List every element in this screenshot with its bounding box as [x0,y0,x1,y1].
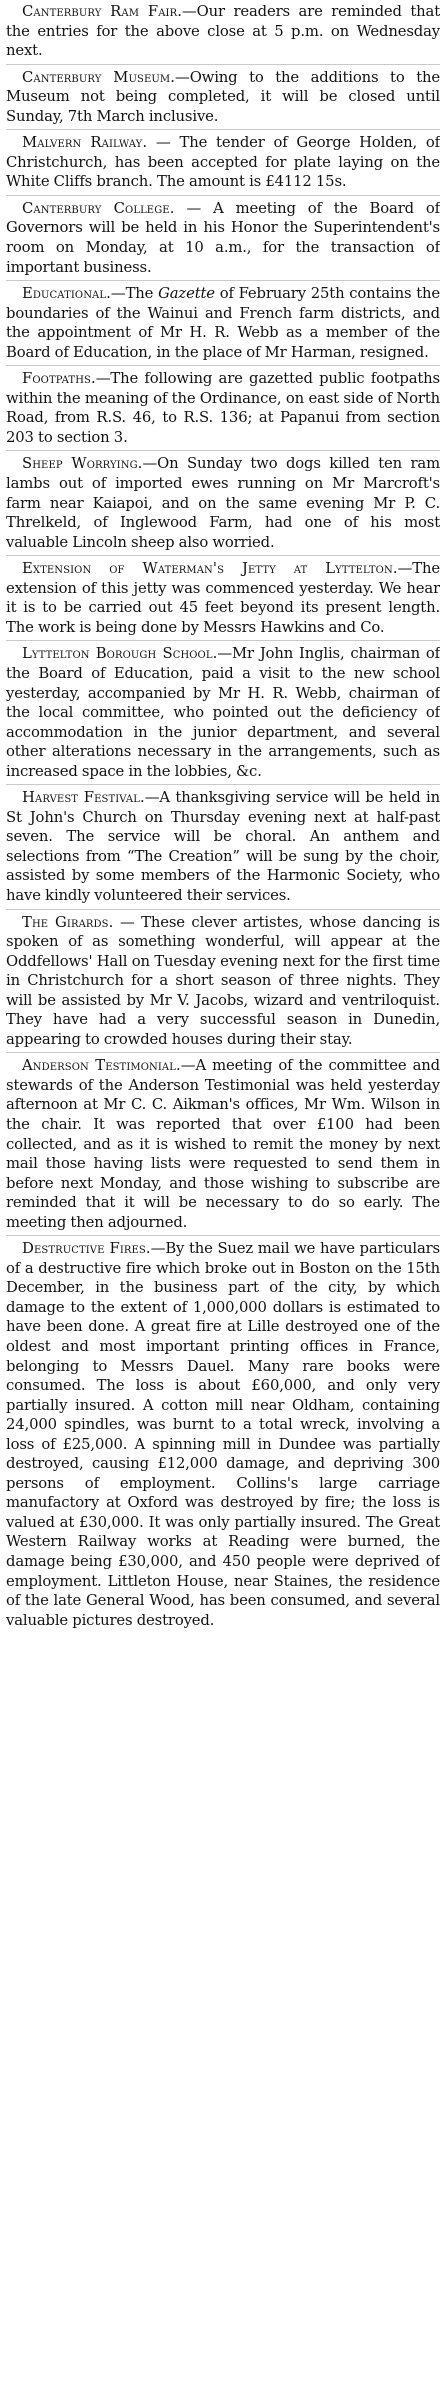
news-item-body-lead: —The [110,285,159,303]
news-item-heading: Malvern Railway. [22,134,148,152]
news-item [6,365,440,447]
newspaper-column [6,2,440,2406]
news-item [6,129,440,192]
news-item-body: — A meeting of the Board of Governors will be held in his Honor the Superintendent's room on Monday, at 10 a.m., for the transaction of important business. [6,199,440,276]
news-item [6,2,440,61]
news-item-body: —Owing to the additions to the Museum not being completed, it will be closed until Sunday, 7th March inclusive. [6,68,440,125]
news-item-heading: Canterbury College. [22,199,175,217]
news-item-publication-title: Gazette [158,285,215,303]
news-item-heading: Extension of Waterman's Jetty at Lyttelton. [22,560,398,578]
news-item [6,1235,440,1630]
news-item [6,909,440,1050]
news-item-body: — These clever artistes, whose dancing is spoken of as something wonderful, will appear at the Oddfellows' Hall on Tuesday evening next for the first time in Christchurch for a short season of three nights. They will be assisted by Mr V. Jacobs, wizard and ventriloquist. They have had a very successful season in Dunedin, appearing to crowded houses during their stay. [6,913,440,1048]
news-item [6,64,440,127]
news-item-body: —A meeting of the committee and stewards of the Anderson Testimonial was held yesterday afternoon at Mr C. C. Aikman's offices, Mr Wm. Wilson in the chair. It was reported that over £100 had been collected, and as it is wished to remit the money by next mail those having lists were requested to send them in before next Monday, and those wishing to subscribe are reminded that it will be necessary to do so early. The meeting then adjourned. [6,1057,440,1231]
news-item-heading: Destructive Fires. [22,1240,151,1258]
news-item-heading: Canterbury Ram Fair. [22,3,183,20]
news-item-heading: Lyttelton Borough School. [22,645,218,663]
news-item-heading: Harvest Festival. [22,789,145,807]
news-item-heading: Footpaths. [22,370,96,388]
news-item-body: —Mr John Inglis, chairman of the Board of Education, paid a visit to the new school yesterday, accompanied by Mr H. R. Webb, chairman of the local committee, who pointed out the deficiency of accommodation in the junior department, and several other alterations necessary in the arrangements, such as increased space in the lobbies, &c. [6,645,440,780]
news-item-body: —The following are gazetted public footpaths within the meaning of the Ordinance, on east side of North Road, from R.S. 46, to R.S. 136; at Papanui from section 203 to section 3. [6,370,440,446]
news-item [6,555,440,637]
news-item-body: —On Sunday two dogs killed ten ram lambs out of imported ewes running on Mr Marcroft's farm near Kaiapoi, and on the same evening Mr P. C. Threlkeld, of Inglewood Farm, had one of his most valuable Lincoln sheep also worried. [6,455,440,551]
news-item-body: —The extension of this jetty was commenced yesterday. We hear it is to be carried out 45 feet beyond its present length. The work is being done by Messrs Hawkins and Co. [6,560,440,636]
news-item [6,640,440,781]
news-item-heading: Educational. [22,285,111,303]
news-item [6,784,440,905]
news-item-heading: Sheep Worrying. [22,455,143,473]
news-item-heading: The Girards. [22,913,114,931]
news-item-body: —Our readers are reminded that the entries for the above close at 5 p.m. on Wednesday next. [6,3,440,60]
news-item [6,450,440,552]
news-item-body: —By the Suez mail we have particulars of a destructive fire which broke out in Boston on the 15th December, in the business part of the city, by which damage to the extent of 1,000,000 dollars is estimated to have been done. A great fire at Lille destroyed one of the oldest and most important printing offices in France, belonging to Messrs Dauel. Many rare books were consumed. The loss is about £60,000, and only very partially insured. A cotton mill near Oldham, containing 24,000 spindles, was burnt to a total wreck, involving a loss of £25,000. A spinning mill in Dundee was partially destroyed, causing £12,000 damage, and depriving 300 persons of employment. Collins's large carriage manufactory at Oxford was destroyed by fire; the loss is valued at £30,000. It was only partially insured. The Great Western Railway works at Reading were burned, the damage being £30,000, and 450 people were deprived of employment. Littleton House, near Staines, the residence of the late General Wood, has been consumed, and several valuable pictures destroyed. [6,1240,440,1629]
news-item [6,280,440,362]
news-item [6,1052,440,1232]
news-item-body: — The tender of George Holden, of Christchurch, has been accepted for plate laying on the White Cliffs branch. The amount is £4112 15s. [6,134,440,191]
news-item-heading: Canterbury Museum. [22,68,176,86]
news-item-body: —A thanksgiving service will be held in St John's Church on Thursday evening next at half-past seven. The service will be choral. An anthem and selections from “The Creation” will be sung by the choir, assisted by some members of the Harmonic Society, who have kindly volunteered their services. [6,789,440,904]
news-item [6,195,440,277]
news-item-heading: Anderson Testimonial. [22,1057,181,1075]
news-item-body: of February 25th contains the boundaries of the Wainui and French farm districts, and the appointment of Mr H. R. Webb as a member of the Board of Education, in the place of Mr Harman, resigned. [6,285,440,361]
